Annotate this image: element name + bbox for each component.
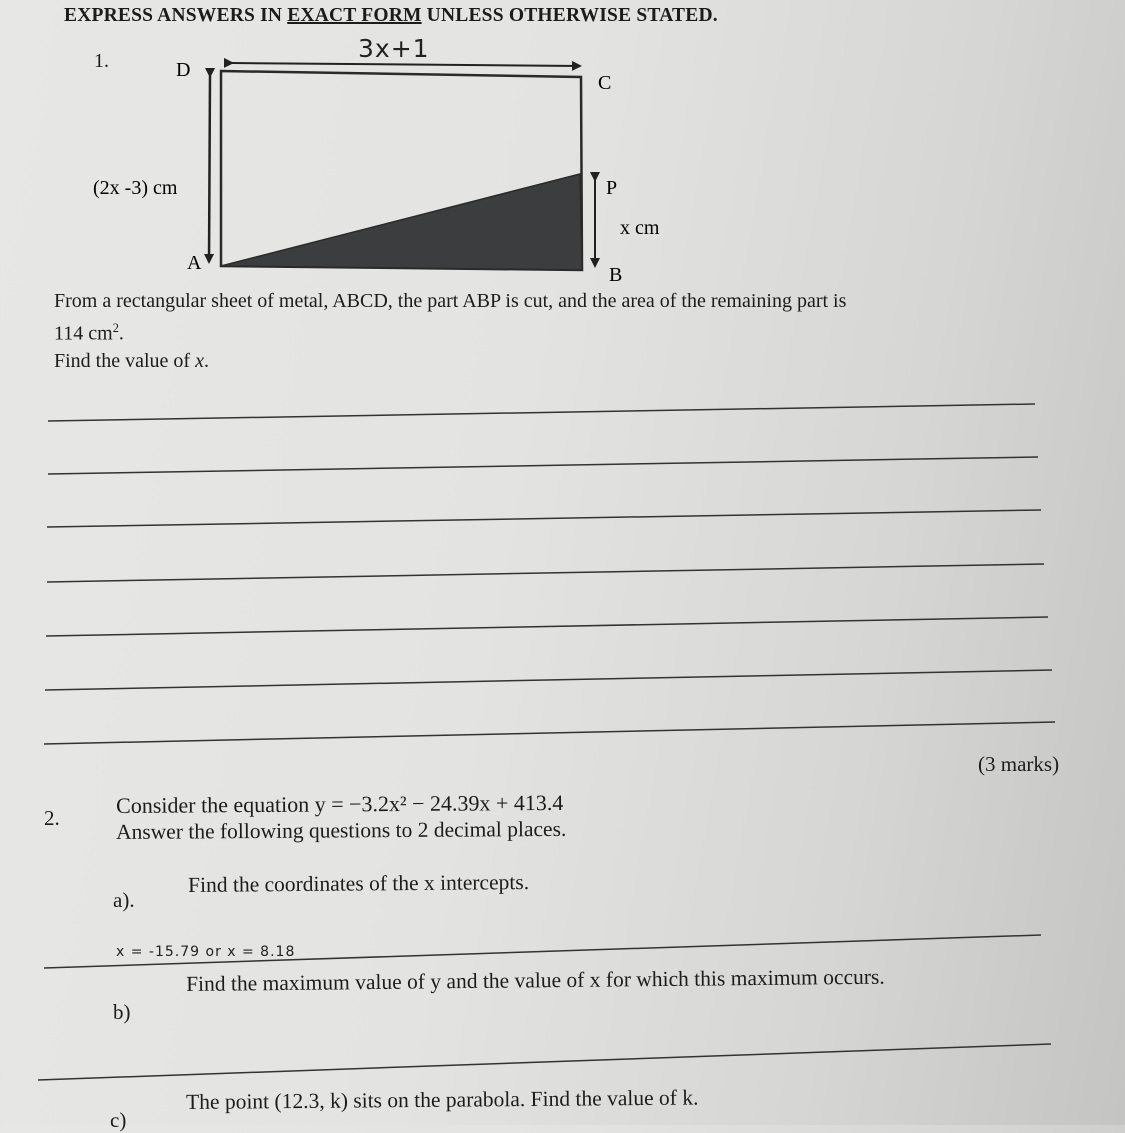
question-2-instruction: Answer the following questions to 2 decimal places. [116,816,567,844]
marks-label: (3 marks) [978,752,1060,776]
answer-line [47,510,1041,527]
answer-line [48,457,1038,474]
part-c-label: c) [110,1108,127,1132]
label-a: A [187,252,202,274]
part-a-text: Find the coordinates of the x intercepts. [188,870,530,897]
label-right-side: x cm [620,217,660,239]
question-1-area: 114 $cm^2$. [54,321,124,345]
answer-line-2b [38,1044,1051,1080]
label-c: C [598,72,612,94]
handwritten-top-length: 3x+1 [358,34,430,63]
part-b-text: Find the maximum value of y and the value of x for which this maximum occurs. [186,964,885,996]
label-p: P [606,177,618,199]
answer-line [45,670,1052,690]
label-b: B [609,264,623,286]
answer-line [47,564,1044,582]
question-2-number: 2. [44,806,60,830]
question-1-line-3: Find the value of x. [54,349,209,372]
part-b-label: b) [113,1000,131,1024]
label-d: D [176,59,191,81]
instructions-header: EXPRESS ANSWERS IN EXACT FORM UNLESS OTHERWISE STATED. [64,5,718,26]
part-a-label: a). [113,888,135,912]
answer-line [48,404,1035,421]
question-1-number: 1. [94,50,109,72]
answer-line [46,617,1048,636]
part-a-handwritten-answer: x = -15.79 or x = 8.18 [116,944,296,960]
question-2-equation: Consider the equation y = −3.2x² − 24.39x + 413.4 [116,789,564,818]
part-c-text: The point (12.3, k) sits on the parabola. Find the value of k. [186,1085,699,1114]
answer-line [44,722,1055,744]
question-1-line-1: From a rectangular sheet of metal, ABCD, the part ABP is cut, and the area of the remaining part is [54,290,847,312]
label-left-side: (2x -3) cm [93,177,178,199]
